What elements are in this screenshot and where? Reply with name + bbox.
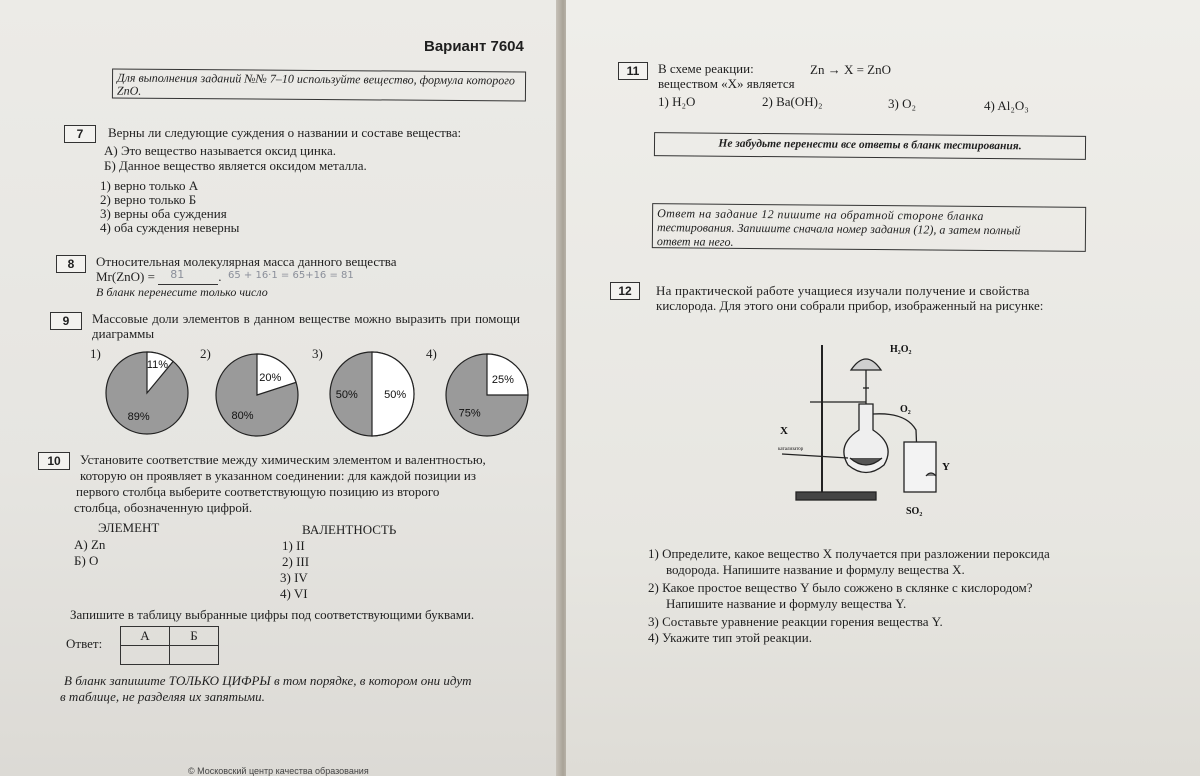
intro-box-text: Для выполнения заданий №№ 7–10 используйте вещество, формула которого ZnO.: [116, 70, 516, 98]
pie-1-small-label: 11%: [146, 359, 169, 372]
q10-table-header-b: Б: [170, 627, 219, 646]
q10-answer-cell-b[interactable]: [170, 646, 219, 665]
q10-answer-cell-a[interactable]: [121, 646, 170, 665]
q10-col1-header: ЭЛЕМЕНТ: [98, 520, 160, 535]
q8-question: Относительная молекулярная масса данного вещества: [96, 254, 397, 269]
q12-task-3: 3) Составьте уравнение реакции горения вещества Y.: [648, 614, 943, 629]
q10-question-l3: первого столбца выберите соответствующую позицию из второго: [76, 484, 440, 499]
pie-chart-2: [214, 352, 300, 438]
label-o2: O₂: [900, 404, 911, 415]
instruction-box: [652, 203, 1086, 252]
q7-option-4: 4) оба суждения неверны: [100, 220, 240, 235]
intro-box: [112, 69, 526, 102]
pie-3-label: 3): [312, 346, 323, 361]
pie-chart-1: [104, 350, 190, 436]
pie-2-label: 2): [200, 346, 211, 361]
q7-statement-b: Б) Данное вещество является оксидом металла.: [104, 158, 367, 173]
pie-4-small-label: 25%: [491, 374, 514, 387]
q8-formula: Mr(ZnO) = 81 .: [96, 268, 222, 284]
q10-number: 10: [38, 452, 70, 470]
q12-task-2-l2: Напишите название и формулу вещества Y.: [666, 596, 907, 611]
q10-table-header-a: А: [121, 627, 170, 646]
q11-number: 11: [618, 62, 648, 80]
q10-answer-label: Ответ:: [66, 636, 103, 651]
q9-question: Массовые доли элементов в данном веществе можно выразить при помощи диаграммы: [92, 311, 520, 341]
q10-question-l1: Установите соответствие между химическим элементом и валентностью,: [80, 452, 486, 467]
q8-handwritten-answer: 81: [170, 268, 185, 281]
label-catalyst: катализатор: [778, 447, 804, 452]
q12-intro-l1: На практической работе учащиеся изучали получение и свойства: [656, 283, 1030, 298]
right-page: [566, 0, 1200, 776]
q12-number: 12: [610, 282, 640, 300]
q7-question: Верны ли следующие суждения о названии и составе вещества:: [108, 125, 462, 140]
q10-question-l2: которую он проявляет в указанном соединении: для каждой позиции из: [80, 468, 476, 483]
label-y: Y: [942, 461, 950, 473]
q10-element-b: Б) O: [74, 553, 99, 568]
pie-chart-3: [328, 350, 416, 438]
q10-element-a: А) Zn: [74, 537, 106, 552]
pie-3-large-label: 50%: [335, 389, 358, 401]
q10-valence-2: 2) III: [282, 554, 310, 569]
pie-2-small-label: 20%: [259, 371, 282, 384]
q8-formula-label: Mr(ZnO) =: [96, 269, 159, 284]
q8-note: В бланк перенесите только число: [96, 285, 268, 299]
q11-question-l1: В схеме реакции:: [658, 61, 754, 76]
q7-option-2: 2) верно только Б: [100, 192, 197, 207]
label-x: X: [780, 425, 788, 437]
q12-task-1-l1: 1) Определите, какое вещество X получается при разложении пероксида: [648, 546, 1050, 561]
q10-answer-table: [120, 626, 219, 665]
instruction-l2: тестирования. Запишите сначала номер задания (12), а затем полный: [656, 220, 1021, 238]
q11-option-1: 1) H₂O: [658, 94, 696, 109]
q10-footer-note-l2: в таблице, не разделяя их запятыми.: [60, 689, 265, 704]
oxygen-apparatus-figure: [766, 330, 966, 530]
q11-option-3: 3) O₂: [888, 96, 916, 111]
q9-number: 9: [50, 312, 82, 330]
pie-4-label: 4): [426, 346, 437, 361]
q11-option-2: 2) Ba(OH)₂: [762, 94, 823, 109]
left-page: [0, 0, 560, 776]
reminder-box: [654, 132, 1086, 160]
copyright: © Московский центр качества образования: [188, 766, 369, 776]
q12-task-2-l1: 2) Какое простое вещество Y было сожжено в склянке с кислородом?: [648, 580, 1033, 595]
q11-question-l2: веществом «Х» является: [658, 76, 795, 91]
apparatus-drawing: [782, 345, 936, 500]
reminder-text: Не забудьте перенести все ответы в бланк тестирования.: [718, 137, 1022, 153]
q12-task-4: 4) Укажите тип этой реакции.: [648, 630, 812, 645]
q7-option-3: 3) верны оба суждения: [100, 206, 227, 221]
q10-valence-1: 1) II: [282, 538, 305, 553]
q7-number: 7: [64, 125, 96, 143]
pie-2-large-label: 80%: [231, 409, 254, 422]
q10-valence-3: 3) IV: [280, 570, 308, 585]
q11-option-4: 4) Al₂O₃: [984, 98, 1029, 113]
q12-intro-l2: кислорода. Для этого они собрали прибор, изображенный на рисунке:: [656, 298, 1044, 313]
q8-number: 8: [56, 255, 86, 273]
pie-3-small-label: 50%: [384, 389, 407, 401]
pie-1-large-label: 89%: [127, 411, 150, 424]
pie-4-large-label: 75%: [458, 407, 481, 420]
q8-handwritten-calc: 65 + 16·1 = 65+16 = 81: [228, 270, 354, 281]
q10-footer-note-l1: В бланк запишите ТОЛЬКО ЦИФРЫ в том порядке, в котором они идут: [64, 673, 472, 688]
variant-title: Вариант 7604: [424, 38, 524, 55]
instruction-l3: ответ на него.: [656, 234, 734, 249]
q10-col2-header: ВАЛЕНТНОСТЬ: [302, 522, 397, 537]
label-so2: SO₂: [906, 506, 923, 517]
pie-chart-4: [444, 352, 530, 438]
instruction-l1: Ответ на задание 12 пишите на обратной стороне бланка: [657, 206, 984, 224]
q12-task-1-l2: водорода. Напишите название и формулу вещества X.: [666, 562, 965, 577]
q11-scheme: Zn → X = ZnO: [810, 62, 891, 77]
q10-question-l4: столбца, обозначенную цифрой.: [74, 500, 253, 515]
q10-valence-4: 4) VI: [280, 586, 308, 601]
pie-1-label: 1): [90, 346, 101, 361]
label-h2o2: H₂O₂: [890, 344, 912, 355]
q7-statement-a: А) Это вещество называется оксид цинка.: [104, 143, 337, 158]
q10-table-instruction: Запишите в таблицу выбранные цифры под соответствующими буквами.: [70, 607, 475, 622]
q7-option-1: 1) верно только А: [100, 178, 199, 193]
